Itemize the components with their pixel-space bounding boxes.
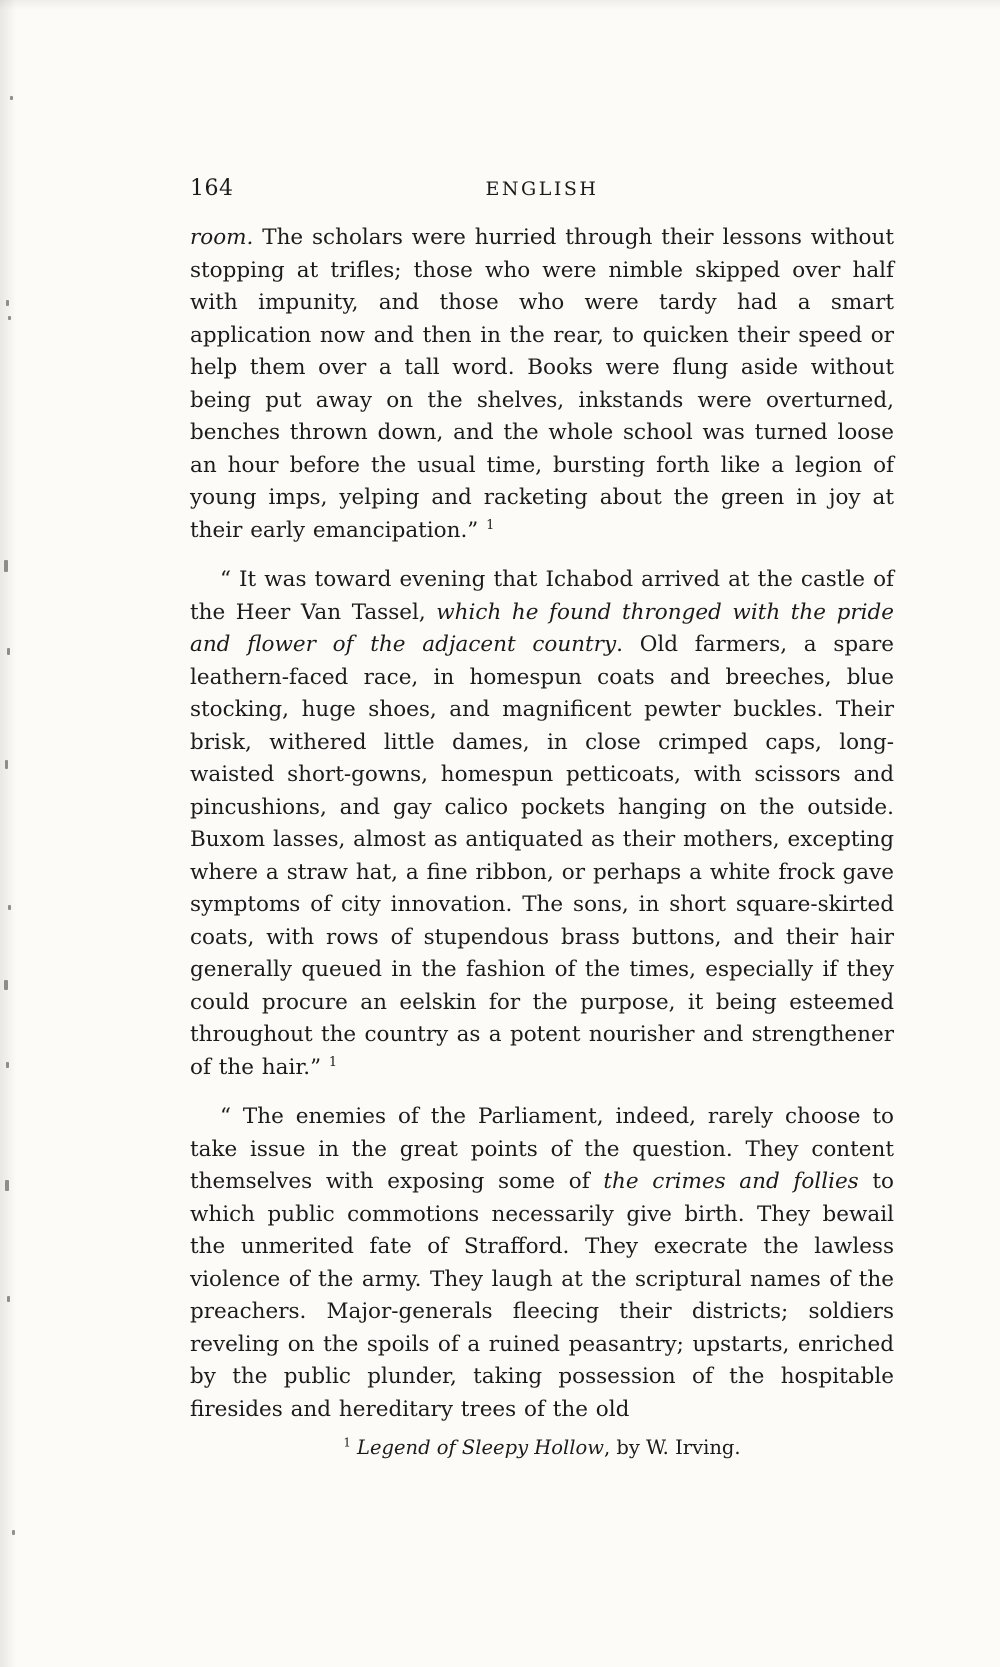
footnote-marker: 1	[343, 1435, 351, 1450]
text-segment: room.	[190, 225, 254, 250]
text-segment: Legend of Sleepy Hollow	[357, 1436, 604, 1459]
text-segment: which he found thronged with the pride and flower of the adjacent country	[190, 599, 894, 657]
text-segment: , by W. Irving.	[603, 1436, 741, 1459]
text-segment: “ The enemies of the Parliament, indeed, rarely choose to take issue in the great points of the question. They content themselves with exposing some of	[190, 1104, 894, 1194]
text-segment: the crimes and follies	[603, 1169, 859, 1194]
scan-edge-shading-top	[0, 0, 1000, 10]
page-header	[190, 176, 894, 204]
paragraph	[190, 222, 894, 547]
page-number: 164	[190, 176, 234, 201]
text-segment: The scholars were hurried through their lessons without stopping at trifles; those who were nimble skipped over half with impunity, and those who were tardy had a smart application now and then in the rear, to quicken their speed or help them over a tall word. Books were flung aside without being put away on the shelves, inkstands were overturned, benches thrown down, and the whole school was turned loose an hour before the usual time, bursting forth like a legion of young imps, yelping and racketing about the green in joy at their early emancipation.”	[190, 225, 894, 543]
paragraphs	[190, 222, 894, 1426]
footnote-reference: 1	[328, 1054, 338, 1070]
page-content	[190, 176, 894, 1462]
running-title: ENGLISH	[485, 178, 599, 200]
paragraph	[190, 1101, 894, 1426]
scan-edge-shading	[0, 0, 16, 1667]
footnote-reference: 1	[486, 517, 495, 533]
text-segment: “ It was toward evening that Ichabod arrived at the castle of the Heer Van Tassel,	[190, 567, 894, 625]
footnote	[190, 1434, 894, 1462]
text-segment: . Old farmers, a spare leathern-faced race, in homespun coats and breeches, blue stocking, huge shoes, and magnificent pewter buckles. Their brisk, withered little dames, in close crimped caps, long-waisted short-gowns, homespun petticoats, with scissors and pincushions, and gay calico pockets hanging on the outside. Buxom lasses, almost as antiquated as their mothers, excepting where a straw hat, a fine ribbon, or perhaps a white frock gave symptoms of city innovation. The sons, in short square-skirted coats, with rows of stupendous brass buttons, and their hair generally queued in the fashion of the times, especially if they could procure an eelskin for the purpose, it being esteemed throughout the country as a potent nourisher and strengthener of the hair.”	[190, 632, 894, 1080]
paragraph	[190, 564, 894, 1084]
text-segment: to which public commotions necessarily give birth. They bewail the unmerited fate of Strafford. They execrate the lawless violence of the army. They laugh at the scriptural names of the preachers. Major-generals fleecing their districts; soldiers reveling on the spoils of a ruined peasantry; upstarts, enriched by the public plunder, taking possession of the hospitable firesides and hereditary trees of the old	[190, 1169, 894, 1422]
